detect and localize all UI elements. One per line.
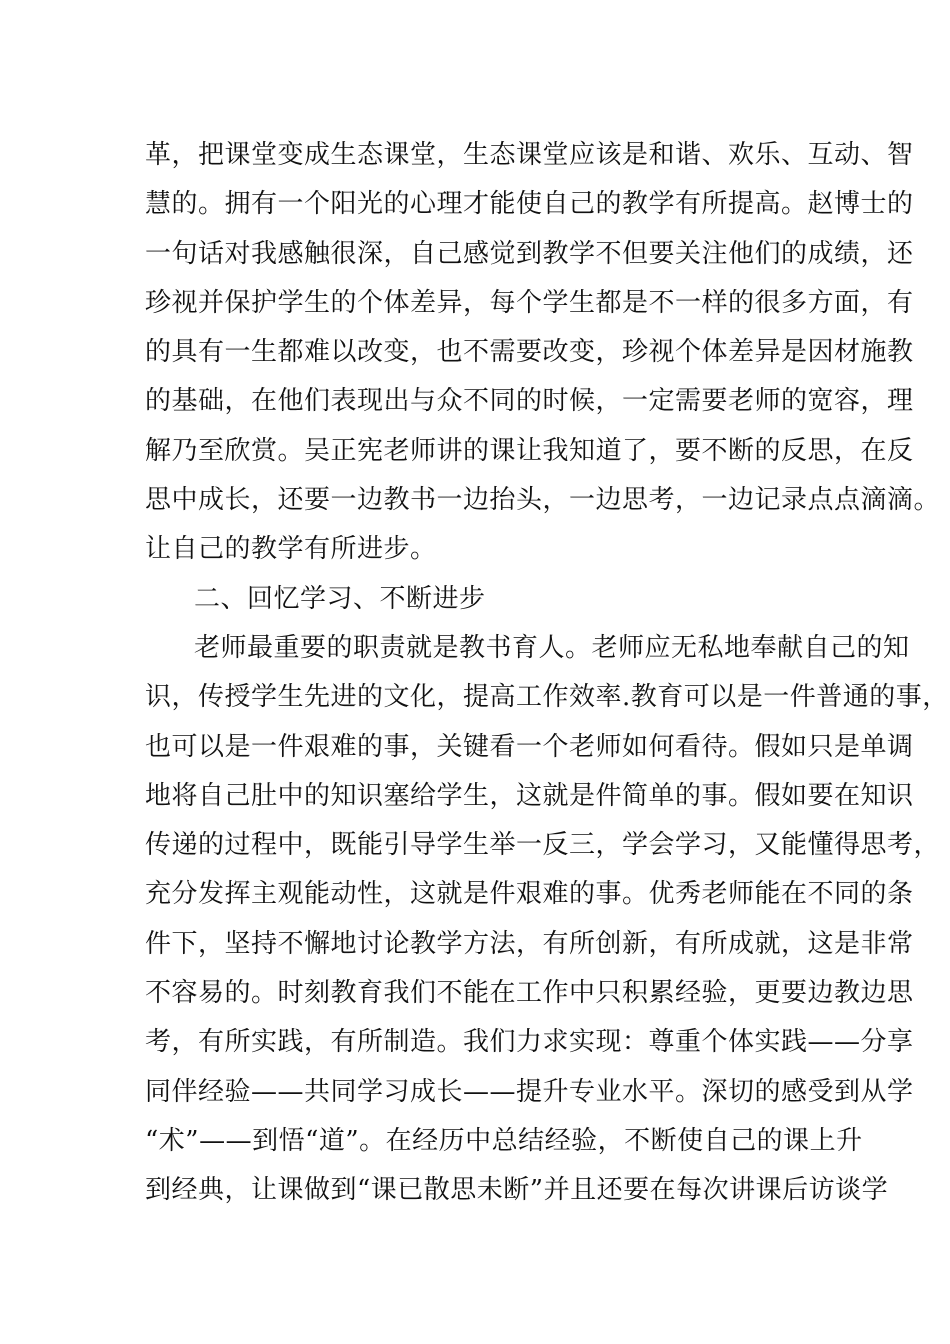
text-line: 同伴经验——共同学习成长——提升专业水平。深切的感受到从学 — [145, 1076, 914, 1107]
body-text — [145, 131, 949, 1216]
text-line: 的基础，在他们表现出与众不同的时候，一定需要老师的宽容，理 — [145, 386, 914, 417]
text-line: 慧的。拥有一个阳光的心理才能使自己的教学有所提高。赵博士的 — [145, 189, 914, 220]
text-line: 地将自己肚中的知识塞给学生，这就是件简单的事。假如要在知识 — [145, 780, 914, 811]
text-line: 解乃至欣赏。吴正宪老师讲的课让我知道了，要不断的反思，在反 — [145, 435, 914, 466]
text-line: 珍视并保护学生的个体差异，每个学生都是不一样的很多方面，有 — [145, 287, 914, 318]
text-line: 一句话对我感触很深，自己感觉到教学不但要关注他们的成绩，还 — [145, 238, 914, 269]
text-line: 传递的过程中，既能引导学生举一反三，学会学习，又能懂得思考， — [145, 830, 941, 861]
text-line: 识，传授学生先进的文化，提高工作效率.教育可以是一件普通的事， — [145, 682, 949, 713]
text-line: 考，有所实践，有所制造。我们力求实现：尊重个体实践——分享 — [145, 1027, 914, 1058]
section-heading: 二、回忆学习、不断进步 — [194, 583, 486, 614]
text-line: 也可以是一件艰难的事，关键看一个老师如何看待。假如只是单调 — [145, 731, 914, 762]
text-line: 充分发挥主观能动性，这就是件艰难的事。优秀老师能在不同的条 — [145, 879, 914, 910]
text-line: 革，把课堂变成生态课堂，生态课堂应该是和谐、欢乐、互动、智 — [145, 140, 914, 170]
text-line: 思中成长，还要一边教书一边抬头，一边思考，一边记录点点滴滴。 — [145, 485, 941, 516]
paragraph-start-line: 老师最重要的职责就是教书育人。老师应无私地奉献自己的知 — [194, 632, 910, 663]
text-line: 不容易的。时刻教育我们不能在工作中只积累经验，更要边教边思 — [145, 978, 914, 1009]
text-line: 让自己的教学有所进步。 — [145, 534, 437, 565]
text-line: 到经典，让课做到“课已散思未断”并且还要在每次讲课后访谈学 — [145, 1175, 889, 1206]
text-line: 的具有一生都难以改变，也不需要改变，珍视个体差异是因材施教 — [145, 337, 914, 368]
text-line: “术”——到悟“道”。在经历中总结经验，不断使自己的课上升 — [145, 1125, 863, 1156]
text-line: 件下，坚持不懈地讨论教学方法，有所创新，有所成就，这是非常 — [145, 928, 914, 959]
